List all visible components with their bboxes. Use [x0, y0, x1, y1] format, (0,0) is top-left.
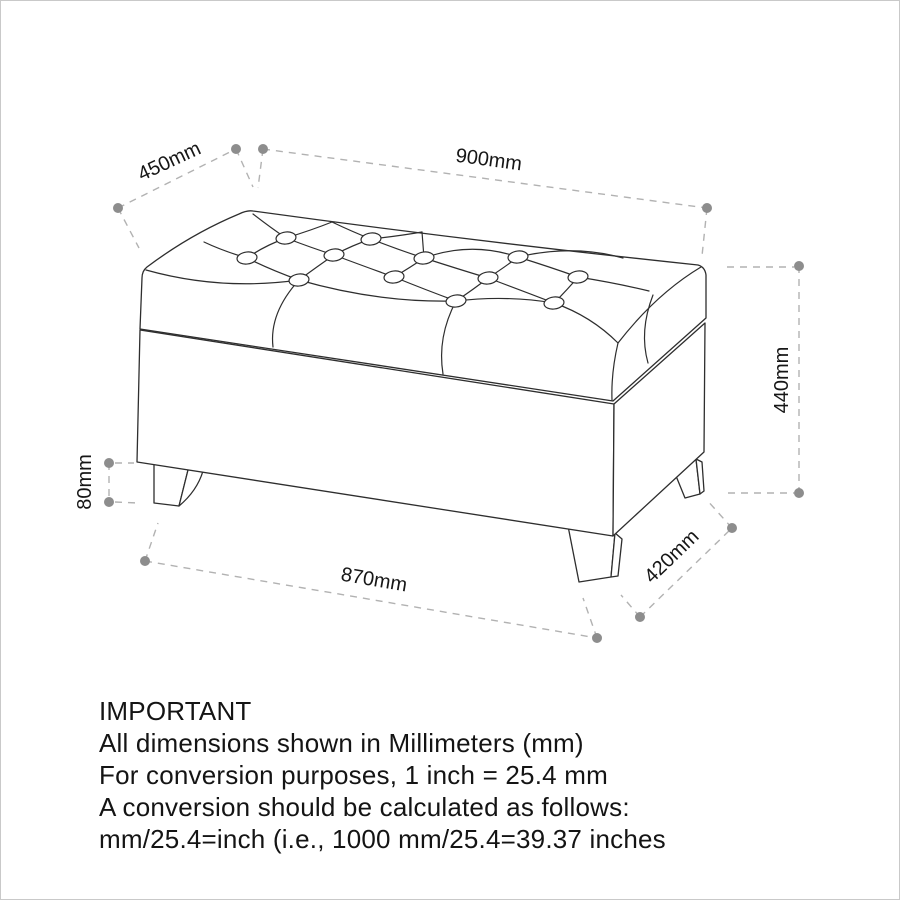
dim-label-80mm: 80mm — [74, 454, 96, 510]
dimension-bottom-width-870mm — [140, 523, 602, 643]
dimension-height-440mm — [727, 261, 804, 498]
dim-label-870mm: 870mm — [339, 563, 409, 597]
dimension-leg-height-80mm — [74, 454, 138, 510]
dim-label-420mm: 420mm — [640, 525, 704, 588]
notes-line: A conversion should be calculated as follows: — [99, 792, 630, 822]
dimension-bottom-depth-420mm — [621, 499, 737, 622]
notes-line: For conversion purposes, 1 inch = 25.4 mm — [99, 760, 608, 790]
notes-line: mm/25.4=inch (i.e., 1000 mm/25.4=39.37 inches — [99, 824, 666, 854]
dim-label-440mm: 440mm — [771, 346, 793, 414]
dim-label-900mm: 900mm — [454, 144, 524, 176]
notes-block — [99, 695, 666, 855]
notes-line: All dimensions shown in Millimeters (mm) — [99, 728, 584, 758]
dim-label-450mm: 450mm — [134, 137, 205, 186]
notes-heading: IMPORTANT — [99, 696, 252, 726]
